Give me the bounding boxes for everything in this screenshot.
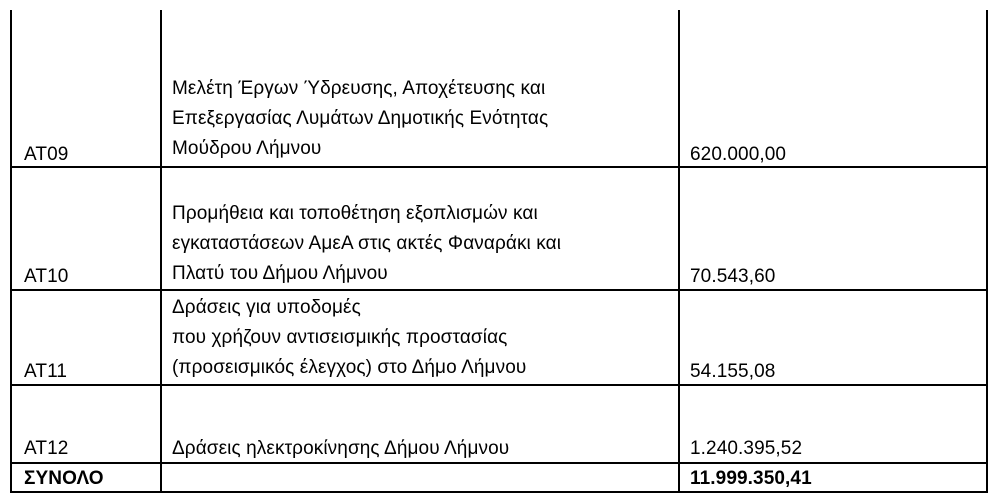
description-line: Μούδρου Λήμνου (172, 138, 322, 159)
row-code-at12: AT12 (24, 438, 69, 459)
description-line: (προσεισμικός έλεγχος) στο Δήμο Λήμνου (172, 357, 527, 378)
row-amount-at11: 54.155,08 (690, 361, 776, 382)
row-divider-1 (10, 166, 988, 168)
description-line: που χρήζουν αντισεισμικής προστασίας (172, 327, 508, 348)
table-border-right (986, 10, 988, 493)
description-line: εγκαταστάσεων ΑμεΑ στις ακτές Φαναράκι και (172, 233, 562, 254)
table-column-divider-2 (678, 10, 680, 493)
table-border-bottom (10, 491, 988, 493)
row-amount-at09: 620.000,00 (690, 144, 787, 165)
row-amount-at12: 1.240.395,52 (690, 438, 803, 459)
row-description-at12 (172, 434, 509, 464)
description-line: Δράσεις ηλεκτροκίνησης Δήμου Λήμνου (172, 438, 510, 459)
total-amount: 11.999.350,41 (690, 468, 812, 489)
row-description-at09 (172, 74, 548, 164)
row-divider-2 (10, 289, 988, 291)
description-line: Προμήθεια και τοποθέτηση εξοπλισμών και (172, 203, 538, 224)
row-code-at09: AT09 (24, 144, 69, 165)
row-divider-3 (10, 384, 988, 386)
row-amount-at10: 70.543,60 (690, 266, 776, 287)
table-border-left (10, 10, 12, 493)
table-column-divider-1 (160, 10, 162, 493)
row-description-at11 (172, 293, 526, 383)
row-description-at10 (172, 199, 561, 289)
row-code-at10: AT10 (24, 266, 69, 287)
description-line: Μελέτη Έργων Ύδρευσης, Αποχέτευσης και (172, 78, 546, 99)
description-line: Δράσεις για υποδομές (172, 297, 361, 318)
description-line: Επεξεργασίας Λυμάτων Δημοτικής Ενότητας (172, 108, 549, 129)
row-code-at11: AT11 (24, 361, 67, 382)
total-label: ΣΥΝΟΛΟ (24, 468, 104, 489)
description-line: Πλατύ του Δήμου Λήμνου (172, 263, 388, 284)
